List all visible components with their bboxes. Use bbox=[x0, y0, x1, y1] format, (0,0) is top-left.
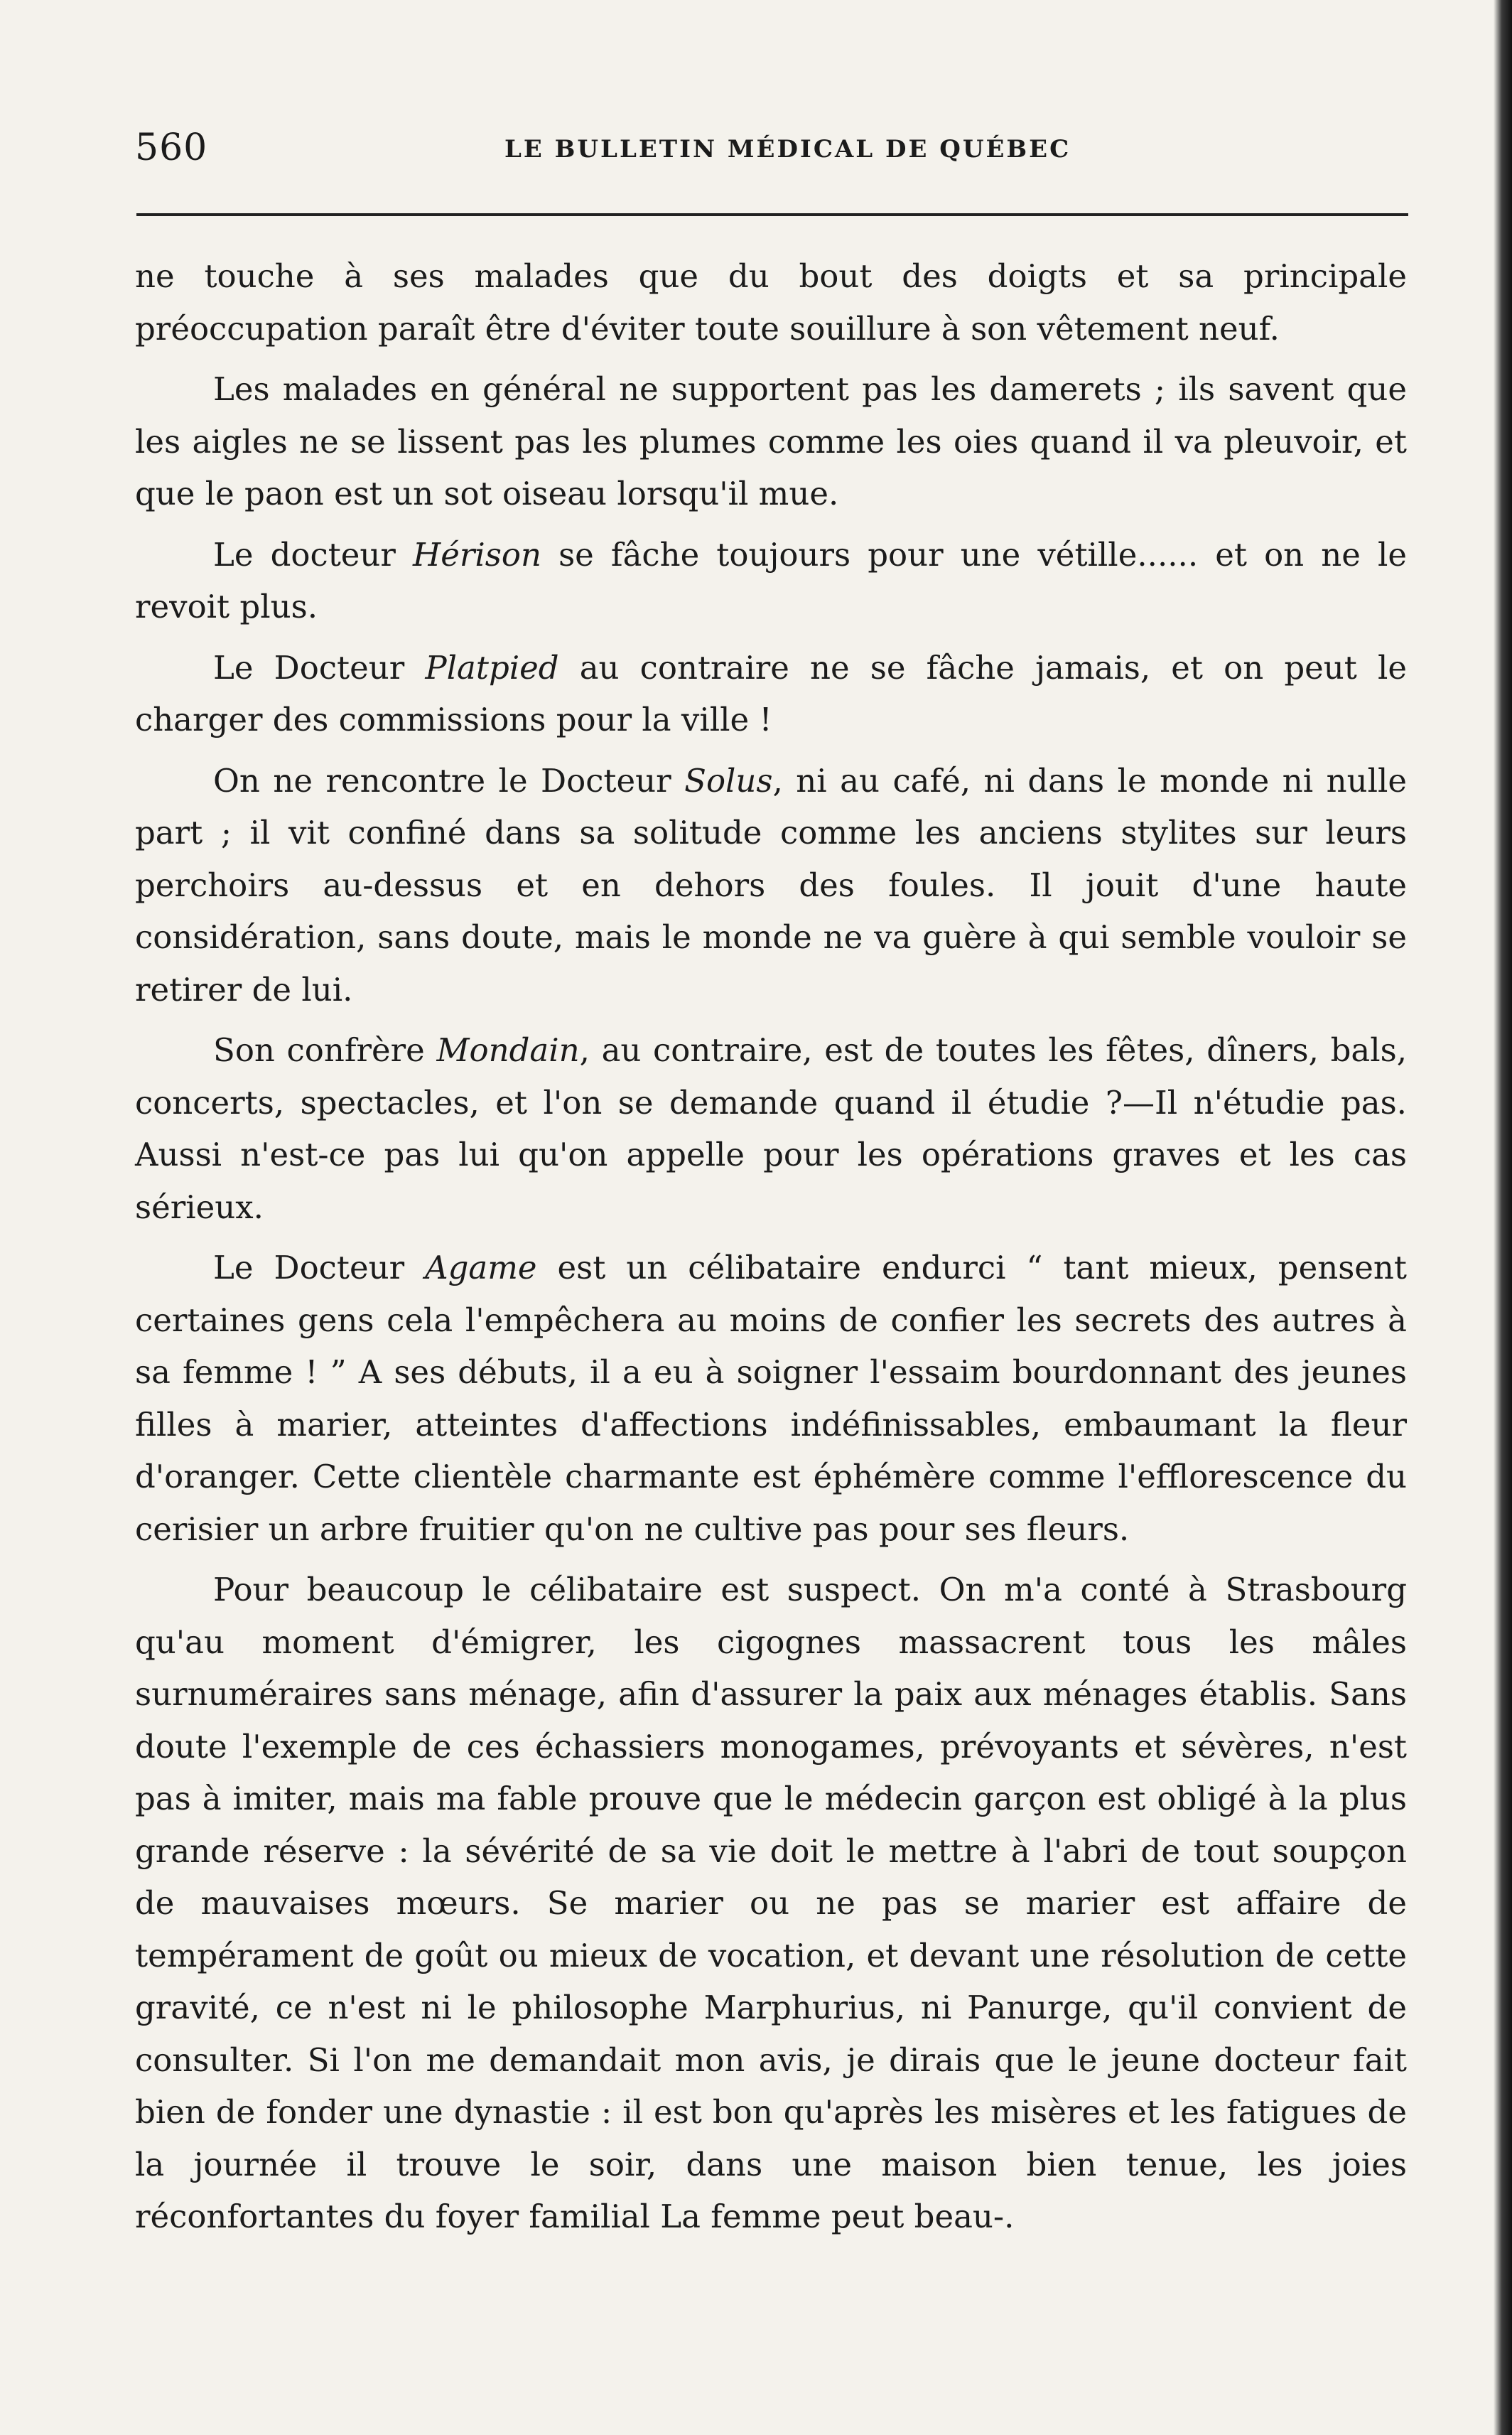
paragraph: Les malades en général ne supportent pas les damerets ; ils savent que les aigles ne se lissent pas les plumes comme les oies quand il va pleuvoir, et que le paon est un sot oiseau lorsqu'il mue. bbox=[135, 370, 1407, 512]
header-rule bbox=[136, 213, 1408, 216]
paragraph: Le docteur Hérison se fâche toujours pour une vétille...... et on ne le revoit plus. bbox=[135, 535, 1407, 625]
paragraph: Pour beaucoup le célibataire est suspect. On m'a conté à Strasbourg qu'au moment d'émigrer, les cigognes massacrent tous les mâles surnuméraires sans ménage, afin d'assurer la paix aux ménages établis. Sans doute l'exemple de ces échassiers monogames, prévoyants et sévères, n'est pas à imiter, mais ma fable prouve que le médecin garçon est obligé à la plus grande réserve : la sévérité de sa vie doit le mettre à l'abri de tout soupçon de mauvaises mœurs. Se marier ou ne pas se marier est affaire de tempérament de goût ou mieux de vocation, et devant une résolution de cette gravité, ce n'est ni le philosophe Marphurius, ni Panurge, qu'il convient de consulter. Si l'on me demandait mon avis, je dirais que le jeune docteur fait bien de fonder une dynastie : il est bon qu'après les misères et les fatigues de la journée il trouve le soir, dans une maison bien tenue, les joies réconfortantes du foyer familial La femme peut beau-. bbox=[135, 1571, 1407, 2235]
running-title: LE BULLETIN MÉDICAL DE QUÉBEC bbox=[504, 135, 1071, 163]
doctor-name: Solus bbox=[684, 761, 773, 800]
doctor-name: Agame bbox=[425, 1249, 537, 1286]
doctor-name: Mondain bbox=[436, 1031, 580, 1069]
page-header bbox=[135, 127, 1414, 176]
page-binding-edge bbox=[1494, 0, 1512, 2435]
paragraph: Le Docteur Platpied au contraire ne se fâche jamais, et on peut le charger des commissions pour la ville ! bbox=[135, 648, 1407, 738]
page-number: 560 bbox=[135, 127, 208, 169]
paragraph: On ne rencontre le Docteur Solus, ni au café, ni dans le monde ni nulle part ; il vit confiné dans sa solitude comme les anciens stylites sur leurs perchoirs au-dessus et en dehors des foules. Il jouit d'une haute considération, sans doute, mais le monde ne va guère à qui semble vouloir se retirer de lui. bbox=[135, 761, 1407, 1009]
paragraph: Son confrère Mondain, au contraire, est de toutes les fêtes, dîners, bals, concerts, spectacles, et l'on se demande quand il étudie ?—Il n'étudie pas. Aussi n'est-ce pas lui qu'on appelle pour les opérations graves et les cas sérieux. bbox=[135, 1031, 1408, 1226]
body-text bbox=[135, 250, 1407, 2252]
doctor-name: Platpied bbox=[425, 648, 559, 687]
doctor-name: Hérison bbox=[413, 535, 541, 574]
paragraph: Le Docteur Agame est un célibataire endurci “ tant mieux, pensent certaines gens cela l'empêchera au moins de confier les secrets des autres à sa femme ! ” A ses débuts, il a eu à soigner l'essaim bourdonnant des jeunes filles à marier, atteintes d'affections indéfinissables, embaumant la fleur d'oranger. Cette clientèle charmante est éphémère comme l'efflorescence du cerisier un arbre fruitier qu'on ne cultive pas pour ses fleurs. bbox=[135, 1249, 1407, 1548]
paragraph: ne touche à ses malades que du bout des doigts et sa principale préoccupation paraît être d'éviter toute souillure à son vêtement neuf. bbox=[135, 257, 1407, 348]
